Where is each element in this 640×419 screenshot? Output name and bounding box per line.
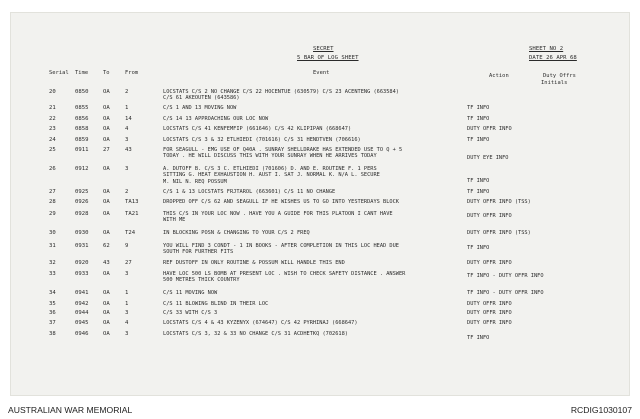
to-cell: OA (103, 166, 110, 172)
from-cell: 3 (125, 271, 129, 277)
serial-cell: 30 (49, 230, 56, 236)
log-sheet-page (10, 12, 630, 396)
to-cell: OA (103, 310, 110, 316)
sheet-date: DATE 26 APR 68 (529, 55, 577, 61)
event-line: C/S 1 AND 13 MOVING NOW (163, 105, 237, 111)
column-header-time: Time (75, 70, 89, 76)
from-cell: 1 (125, 105, 129, 111)
from-cell: TA21 (125, 211, 139, 217)
action-cell: DUTY EYE INFO (467, 155, 509, 161)
log-entry-row (11, 320, 629, 328)
action-cell: TF INFO (467, 137, 490, 143)
event-line: 500 METRES THICK COUNTRY (163, 277, 240, 284)
event-line: REF DUSTOFF IN ONLY ROUTINE & POSSUM WILL HANDLE THIS END (163, 260, 345, 266)
event-line: YOU WILL FIND 3 CONDT - 1 IN BOOKS - AFTER COMPLETION IN THIS LOC HEAD DUE (163, 243, 399, 249)
event-cell (163, 189, 335, 195)
time-cell: 0946 (75, 331, 89, 337)
event-line: THIS C/S IN YOUR LOC NOW . HAVE YOU A GUIDE FOR THIS PLATOON I CANT HAVE (163, 211, 393, 217)
log-entry-row (11, 211, 629, 224)
to-cell: OA (103, 126, 110, 132)
event-cell (163, 199, 399, 205)
serial-cell: 28 (49, 199, 56, 205)
archive-reference: RCDIG1030107 (570, 405, 632, 415)
action-cell: DUTY OFFR INFO (TSS) (467, 230, 531, 236)
event-line: LOCSTATS C/S 41 KENFEMFIP (661646) C/S 42 KLIPIPAN (668647) (163, 126, 352, 132)
from-cell: 1 (125, 290, 129, 296)
time-cell: 0855 (75, 105, 89, 111)
action-cell: TF INFO (467, 178, 490, 184)
to-cell: OA (103, 199, 110, 205)
serial-cell: 38 (49, 331, 56, 337)
to-cell: 62 (103, 243, 110, 249)
to-cell: OA (103, 116, 110, 122)
event-cell (163, 137, 361, 143)
column-header-serial: Serial (49, 70, 69, 76)
to-cell: OA (103, 89, 110, 95)
serial-cell: 24 (49, 137, 56, 143)
log-entry-row (11, 166, 629, 185)
event-cell (163, 260, 345, 266)
event-line: HAVE LOC 500 LS BOMB AT PRESENT LOC . WISH TO CHECK SAFETY DISTANCE . ANSWER (163, 271, 406, 277)
log-entry-row (11, 116, 629, 124)
to-cell: 27 (103, 147, 110, 153)
time-cell: 0933 (75, 271, 89, 277)
event-line: C/S 14 13 APPROACHING OUR LOC NOW (163, 116, 269, 122)
time-cell: 0912 (75, 166, 89, 172)
from-cell: 3 (125, 166, 129, 172)
action-cell: DUTY OFFR INFO (467, 320, 512, 326)
event-cell (163, 301, 268, 307)
log-entry-row (11, 189, 629, 197)
time-cell: 0856 (75, 116, 89, 122)
serial-cell: 27 (49, 189, 56, 195)
from-cell: 2 (125, 189, 129, 195)
action-cell: DUTY OFFR INFO (TSS) (467, 199, 531, 205)
column-header-from: From (125, 70, 139, 76)
serial-cell: 34 (49, 290, 56, 296)
log-entry-row (11, 243, 629, 256)
event-cell (163, 211, 393, 224)
event-cell (163, 105, 236, 111)
event-cell (163, 320, 358, 326)
time-cell: 0941 (75, 290, 89, 296)
time-cell: 0859 (75, 137, 89, 143)
event-line: C/S 61 AKEOUTEN (643586) (163, 95, 240, 102)
action-cell: TF INFO - DUTY OFFR INFO (467, 290, 544, 296)
document-classification: SECRET (313, 46, 334, 52)
to-cell: OA (103, 189, 110, 195)
serial-cell: 37 (49, 320, 56, 326)
action-cell: TF INFO - DUTY OFFR INFO (467, 273, 544, 279)
event-line: A. DUTOFF B. C/S 3 C. ETLHIEDI (701606) D. AND E. ROUTINE F. 1 PERS (163, 166, 377, 172)
event-line: IN BLOCKING POSN & CHANGING TO YOUR C/S 2 FREQ (163, 230, 310, 236)
action-cell: TF INFO (467, 189, 490, 195)
from-cell: T24 (125, 230, 136, 236)
action-cell: TF INFO (467, 105, 490, 111)
event-line: TODAY . HE WILL DISCUSS THIS WITH YOUR SUNRAY WHEN HE ARRIVES TODAY (163, 153, 377, 160)
time-cell: 0858 (75, 126, 89, 132)
serial-cell: 20 (49, 89, 56, 95)
to-cell: OA (103, 320, 110, 326)
action-cell: DUTY OFFR INFO (467, 260, 512, 266)
column-header-action: Action (489, 73, 509, 79)
serial-cell: 35 (49, 301, 56, 307)
time-cell: 0850 (75, 89, 89, 95)
log-entry-row (11, 126, 629, 134)
document-title: 5 BAR OF LOG SHEET (297, 55, 359, 61)
from-cell: 3 (125, 331, 129, 337)
to-cell: 43 (103, 260, 110, 266)
column-header-to: To (103, 70, 110, 76)
action-cell: DUTY OFFR INFO (467, 126, 512, 132)
event-line: LOCSTATS C/S 3 & 32 ETLHIEDI (701616) C/S 31 HENDTVEN (706616) (163, 137, 361, 143)
event-cell (163, 126, 351, 132)
from-cell: TA13 (125, 199, 139, 205)
event-cell (163, 116, 268, 122)
event-cell (163, 271, 405, 284)
log-entry-row (11, 105, 629, 113)
time-cell: 0920 (75, 260, 89, 266)
to-cell: OA (103, 290, 110, 296)
column-header-initials: Initials (541, 80, 568, 86)
to-cell: OA (103, 230, 110, 236)
log-entry-row (11, 137, 629, 145)
time-cell: 0925 (75, 189, 89, 195)
event-line: LOCSTATS C/S 4 & 43 KYZENYX (674647) C/S 42 PYRHINAJ (668647) (163, 320, 358, 326)
from-cell: 3 (125, 137, 129, 143)
event-line: C/S 1 & 13 LOCSTATS FRJTAROL (663601) C/S 11 NO CHANGE (163, 189, 336, 195)
to-cell: OA (103, 301, 110, 307)
serial-cell: 32 (49, 260, 56, 266)
log-entry-row (11, 271, 629, 284)
action-cell: TF INFO (467, 245, 490, 251)
time-cell: 0928 (75, 211, 89, 217)
log-entry-row (11, 310, 629, 318)
action-cell: DUTY OFFR INFO (467, 310, 512, 316)
log-entry-row (11, 199, 629, 207)
serial-cell: 26 (49, 166, 56, 172)
from-cell: 4 (125, 320, 129, 326)
from-cell: 1 (125, 301, 129, 307)
from-cell: 2 (125, 89, 129, 95)
sheet-number: SHEET NO 2 (529, 46, 564, 52)
action-cell: TF INFO (467, 116, 490, 122)
from-cell: 14 (125, 116, 132, 122)
log-entry-row (11, 89, 629, 102)
from-cell: 9 (125, 243, 129, 249)
time-cell: 0944 (75, 310, 89, 316)
footer-bar (0, 398, 640, 419)
time-cell: 0942 (75, 301, 89, 307)
event-line: FOR SEAGULL - EMG USE OF Q40A . SUNRAY SHELLDRAKE HAS EXTENDED USE TO Q + 5 (163, 147, 403, 153)
event-line: M. NIL N. REQ POSSUM (163, 178, 227, 185)
event-line: C/S 11 BLOWING BLIND IN THEIR LOC (163, 301, 269, 307)
to-cell: OA (103, 271, 110, 277)
to-cell: OA (103, 137, 110, 143)
event-cell (163, 230, 310, 236)
serial-cell: 33 (49, 271, 56, 277)
event-line: C/S 33 WITH C/S 3 (163, 310, 218, 316)
log-entry-row (11, 301, 629, 309)
event-line: C/S 11 MOVING NOW (163, 290, 218, 296)
event-line: DROPPED OFF C/S 62 AND SEAGULL IF HE WISHES US TO GO INTO YESTERDAYS BLOCK (163, 199, 399, 205)
archive-name: AUSTRALIAN WAR MEMORIAL (8, 405, 133, 415)
log-entry-row (11, 331, 629, 339)
event-line: SOUTH FOR FURTHER FITS (163, 249, 234, 256)
time-cell: 0911 (75, 147, 89, 153)
event-line: LOCSTATS C/S 3, 32 & 33 NO CHANGE C/S 31 ACDHETKQ (702618) (163, 331, 348, 337)
log-entry-row (11, 290, 629, 298)
from-cell: 4 (125, 126, 129, 132)
event-cell (163, 243, 399, 256)
to-cell: OA (103, 331, 110, 337)
to-cell: OA (103, 105, 110, 111)
event-cell (163, 331, 348, 337)
event-line: WITH ME (163, 217, 186, 224)
action-cell: TF INFO (467, 335, 490, 341)
serial-cell: 23 (49, 126, 56, 132)
serial-cell: 31 (49, 243, 56, 249)
event-cell (163, 166, 380, 185)
column-header-event: Event (313, 70, 330, 76)
event-cell (163, 310, 217, 316)
from-cell: 3 (125, 310, 129, 316)
event-cell (163, 147, 402, 160)
time-cell: 0926 (75, 199, 89, 205)
event-line: SITTING G. HEAT EXHAUSTION H. AUST I. SAT J. NORMAL K. N/A L. SECURE (163, 172, 380, 179)
serial-cell: 29 (49, 211, 56, 217)
from-cell: 27 (125, 260, 132, 266)
time-cell: 0930 (75, 230, 89, 236)
column-header-duty-offr: Duty Offrs (543, 73, 576, 79)
action-cell: DUTY OFFR INFO (467, 301, 512, 307)
log-entry-row (11, 147, 629, 161)
action-cell: DUTY OFFR INFO (467, 213, 512, 219)
serial-cell: 36 (49, 310, 56, 316)
serial-cell: 25 (49, 147, 56, 153)
time-cell: 0931 (75, 243, 89, 249)
log-entry-row (11, 230, 629, 238)
serial-cell: 22 (49, 116, 56, 122)
event-cell (163, 290, 217, 296)
log-entry-row (11, 260, 629, 268)
from-cell: 43 (125, 147, 132, 153)
serial-cell: 21 (49, 105, 56, 111)
time-cell: 0945 (75, 320, 89, 326)
event-line: LOCSTATS C/S 2 NO CHANGE C/S 22 HOCENTUE (630579) C/S 23 ACENTENG (663584) (163, 89, 399, 95)
event-cell (163, 89, 399, 102)
to-cell: OA (103, 211, 110, 217)
